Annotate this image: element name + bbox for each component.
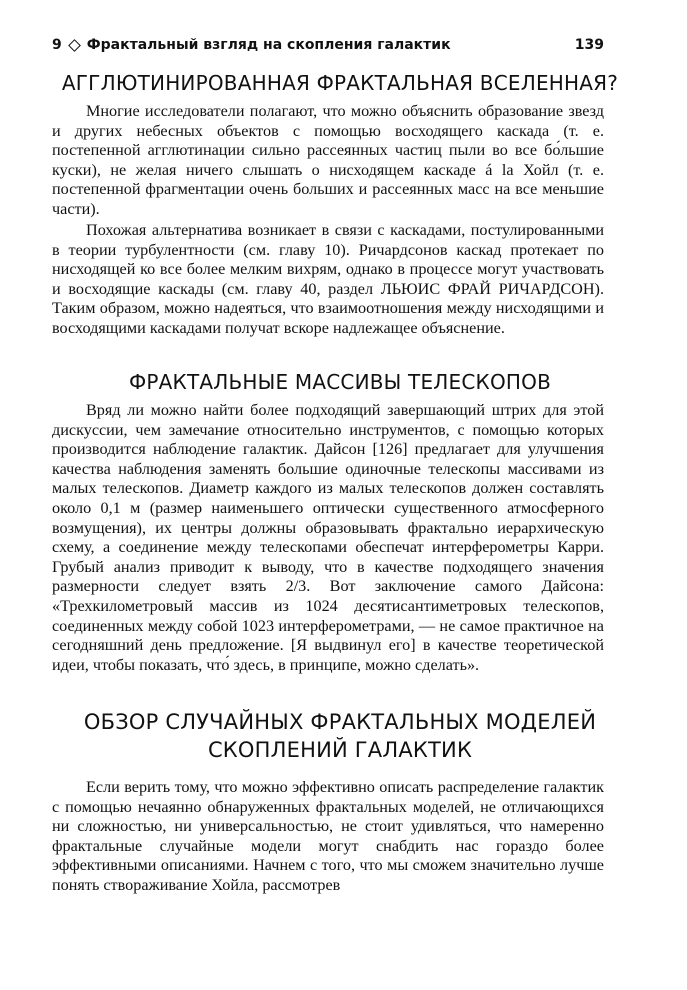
section-heading-agglutinated: АГГЛЮТИНИРОВАННАЯ ФРАКТАЛЬНАЯ ВСЕЛЕННАЯ? [61,71,619,95]
paragraph: Вряд ли можно найти более подходящий завершающий штрих для этой дискуссии, чем замечание относительно инструментов, с помощью которых производится наблюдение галактик. Дайсон [126] предлагает для улучшения качества наблюдения заменять большие одиночные телескопы массивами из малых телескопов. Диаметр каждого из малых телескопов должен составлять около 0,1 м (размер наименьшего оптически существенного атмосферного возмущения), их центры должны образовывать фрактально иерархическую схему, а соединение между телескопами обеспечат интерферометры Карри. Грубый анализ приводит к выводу, что в качестве подходящего значения размерности следует взять 2/3. Вот заключение самого Дайсона: «Трехкилометровый массив из 1024 десятисантиметровых телескопов, соединенных между собой 1023 интерферометрами, — не самое практичное на сегодняшний день предложение. [Я выдвинул его] в качестве теоретической идеи, чтобы показать, что́ здесь, в принципе, можно сделать». [52,401,604,674]
section-heading-line2: СКОПЛЕНИЙ ГАЛАКТИК [207,738,473,762]
running-head-left [52,37,451,53]
running-head [52,34,604,56]
page-number: 139 [574,37,604,53]
paragraph: Похожая альтернатива возникает в связи с каскадами, постулированными в теории турбулентности (см. главу 10). Ричардсонов каскад протекает по нисходящей ко все более мелким вихрям, однако в процессе могут участвовать и восходящие каскады (см. главу 40, раздел ЛЬЮИС ФРАЙ РИЧАРДСОН). Таким образом, можно надеяться, что взаимоотношения между нисходящими и восходящими каскадами получат вскоре надлежащее объяснение. [52,221,604,337]
paragraph: Многие исследователи полагают, что можно объяснить образование звезд и других небесных объектов с помощью восходящего каскада (т. е. постепенной агглютинации сильно рассеянных частиц пыли во все бо́льшие куски), не желая ничего слышать о нисходящем каскаде á la Хойл (т. е. постепенной фрагментации очень больших и рассеянных масс на все меньшие части). [52,102,604,218]
section-heading-line1: ОБЗОР СЛУЧАЙНЫХ ФРАКТАЛЬНЫХ МОДЕЛЕЙ [83,710,597,734]
chapter-title: Фрактальный взгляд на скопления галактик [86,37,451,53]
section-heading-random-models [40,708,640,764]
section-heading-telescope-arrays: ФРАКТАЛЬНЫЕ МАССИВЫ ТЕЛЕСКОПОВ [129,370,551,394]
paragraph: Если верить тому, что можно эффективно описать распределение галактик с помощью нечаянно обнаруженных фрактальных моделей, не отличающихся ни сложностью, ни универсальностью, не стоит удивляться, что намеренно фрактальные случайные модели могут снабдить нас гораздо более эффективными описаниями. Начнем с того, что мы сможем значительно лучше понять створаживание Хойла, рассмотрев [52,778,604,894]
diamond-icon [68,39,81,52]
chapter-number: 9 [52,37,62,53]
